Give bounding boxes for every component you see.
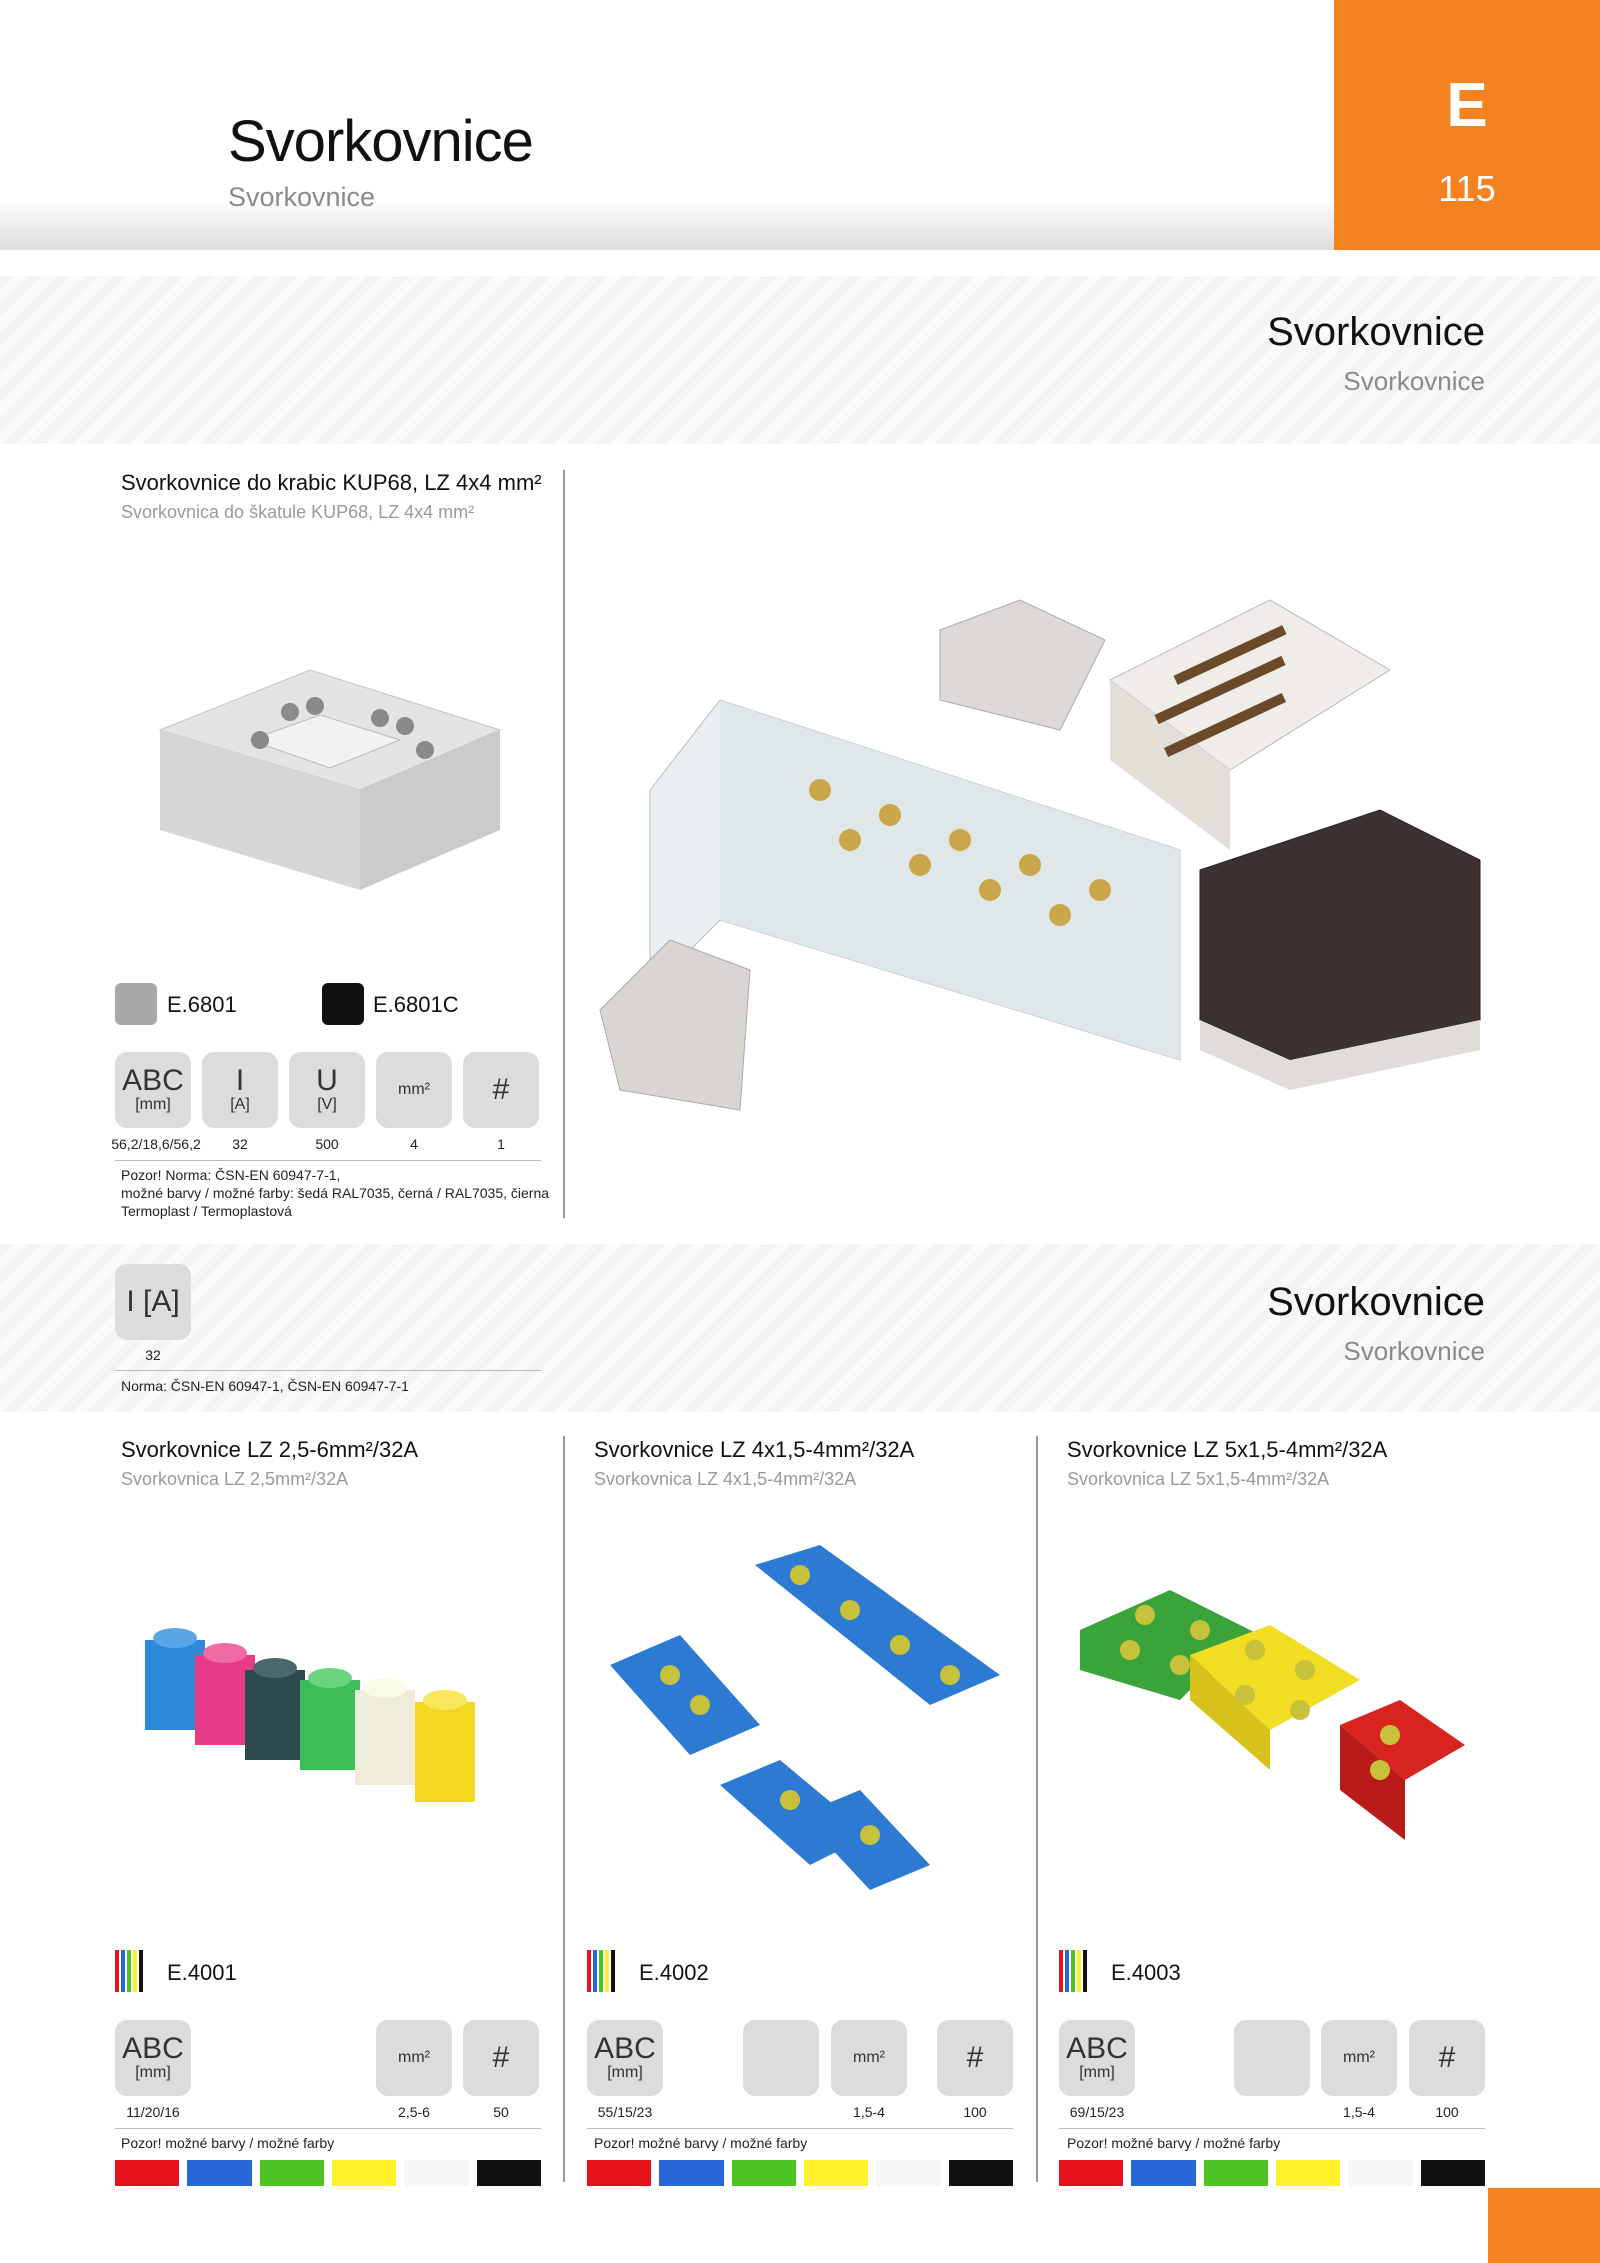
product-note: Pozor! možné barvy / možné farby <box>1067 2135 1281 2151</box>
product-title: Svorkovnice LZ 2,5-6mm²/32A <box>121 1437 419 1462</box>
cross-section-icon: mm² <box>376 2020 452 2096</box>
package-icon: # <box>463 1052 539 1128</box>
package-value: 100 <box>1435 2104 1459 2120</box>
dimensions-value: 55/15/23 <box>597 2104 653 2120</box>
terminal-type-icon <box>1234 2020 1310 2096</box>
product-photo-kup68 <box>140 640 520 900</box>
current-icon: I [A] <box>115 1264 191 1340</box>
column-divider <box>1036 1436 1038 2182</box>
cross-section-icon: mm² <box>1321 2020 1397 2096</box>
voltage-icon: U [V] <box>289 1052 365 1128</box>
product-code: E.4001 <box>167 1960 237 1985</box>
section-letter: E <box>1446 71 1488 140</box>
dimensions-icon: ABC [mm] <box>115 2020 191 2096</box>
current-value: 32 <box>232 1136 248 1152</box>
divider <box>115 1160 541 1161</box>
cross-section-icon: mm² <box>831 2020 907 2096</box>
column-divider <box>563 470 565 1218</box>
page-number: 115 <box>1438 168 1496 209</box>
product-title: Svorkovnice do krabic KUP68, LZ 4x4 mm² <box>121 470 542 495</box>
page-subtitle: Svorkovnice <box>228 182 376 212</box>
cross-section-value: 4 <box>410 1136 418 1152</box>
voltage-value: 500 <box>315 1136 339 1152</box>
product-subtitle: Svorkovnica do škatule KUP68, LZ 4x4 mm² <box>121 502 475 522</box>
color-stripes-icon <box>587 1950 615 1992</box>
dimensions-value: 56,2/18,6/56,2 <box>111 1136 201 1152</box>
cross-section-value: 1,5-4 <box>1343 2104 1375 2120</box>
section-tab <box>1334 0 1600 250</box>
cross-section-icon: mm² <box>376 1052 452 1128</box>
page-header <box>0 0 1334 250</box>
product-subtitle: Svorkovnica LZ 2,5mm²/32A <box>121 1469 349 1489</box>
column-divider <box>563 1436 565 2182</box>
divider <box>587 2128 1013 2129</box>
color-stripes-icon <box>1059 1950 1087 1992</box>
dimensions-icon: ABC [mm] <box>1059 2020 1135 2096</box>
norm-note: Norma: ČSN-EN 60947-1, ČSN-EN 60947-7-1 <box>121 1378 409 1394</box>
product-code: E.4002 <box>639 1960 709 1985</box>
current-value: 32 <box>145 1347 161 1363</box>
product-subtitle: Svorkovnica LZ 5x1,5-4mm²/32A <box>1067 1469 1330 1489</box>
terminal-type-icon <box>743 2020 819 2096</box>
product-photo-5-pole-terminals <box>1070 1570 1480 1880</box>
product-code: E.4003 <box>1111 1960 1181 1985</box>
divider <box>115 1370 541 1371</box>
divider <box>1059 2128 1485 2129</box>
color-bar <box>1059 2160 1485 2186</box>
package-value: 100 <box>963 2104 987 2120</box>
package-icon: # <box>463 2020 539 2096</box>
product-photo-distribution-blocks <box>590 590 1490 1150</box>
current-icon: I [A] <box>202 1052 278 1128</box>
page-title: Svorkovnice <box>228 109 533 174</box>
dimensions-value: 69/15/23 <box>1069 2104 1125 2120</box>
cross-section-value: 2,5-6 <box>398 2104 430 2120</box>
product-title: Svorkovnice LZ 4x1,5-4mm²/32A <box>594 1437 915 1462</box>
section-title-2: Svorkovnice <box>1267 1280 1485 1324</box>
package-icon: # <box>937 2020 1013 2096</box>
dimensions-icon: ABC [mm] <box>587 2020 663 2096</box>
section-band-1 <box>0 276 1600 444</box>
color-swatch-black <box>322 983 364 1025</box>
product-subtitle: Svorkovnica LZ 4x1,5-4mm²/32A <box>594 1469 857 1489</box>
package-icon: # <box>1409 2020 1485 2096</box>
corner-accent <box>1488 2188 1600 2263</box>
dimensions-icon: ABC [mm] <box>115 1052 191 1128</box>
package-value: 1 <box>497 1136 505 1152</box>
product-code: E.6801 <box>167 992 237 1017</box>
product-code: E.6801C <box>373 992 459 1017</box>
dimensions-value: 11/20/16 <box>126 2104 180 2120</box>
divider <box>115 2128 541 2129</box>
color-stripes-icon <box>115 1950 143 1992</box>
package-value: 50 <box>493 2104 509 2120</box>
product-photo-4-pole-terminals <box>600 1535 1010 1895</box>
product-note: Pozor! možné barvy / možné farby <box>121 2135 335 2151</box>
product-photo-single-terminals <box>140 1610 520 1810</box>
color-bar <box>115 2160 541 2186</box>
cross-section-value: 1,5-4 <box>853 2104 885 2120</box>
product-note: Pozor! Norma: ČSN-EN 60947-7-1, možné barvy / možné farby: šedá RAL7035, černá / RAL7035, čierna Termoplast / Termoplastová <box>121 1167 550 1219</box>
product-note: Pozor! možné barvy / možné farby <box>594 2135 808 2151</box>
section-subtitle-2: Svorkovnice <box>1343 1336 1485 1366</box>
section-subtitle-1: Svorkovnice <box>1343 366 1485 396</box>
section-title-1: Svorkovnice <box>1267 310 1485 354</box>
color-swatch-grey <box>115 983 157 1025</box>
product-title: Svorkovnice LZ 5x1,5-4mm²/32A <box>1067 1437 1388 1462</box>
color-bar <box>587 2160 1013 2186</box>
